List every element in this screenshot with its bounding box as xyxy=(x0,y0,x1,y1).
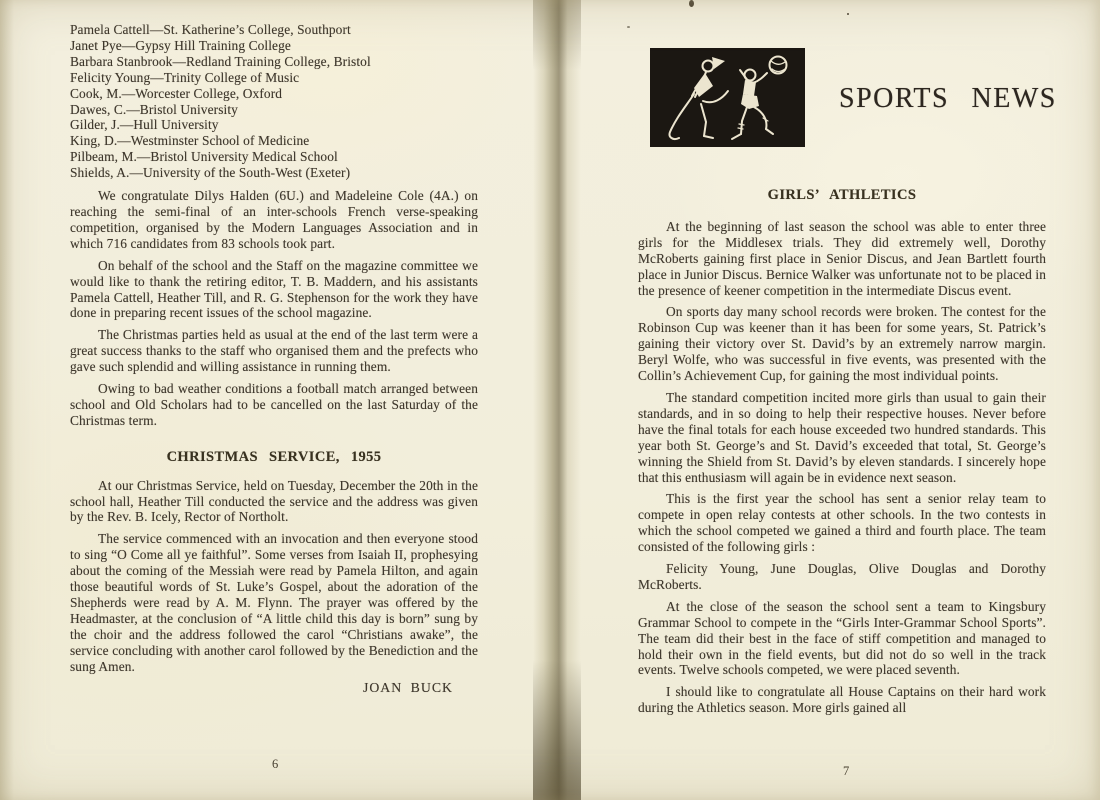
list-item: Felicity Young—Trinity College of Music xyxy=(70,69,300,85)
scan-speck xyxy=(847,13,849,15)
paragraph-team-names: Felicity Young, June Douglas, Olive Douglas and Dorothy McRoberts. xyxy=(638,561,1046,592)
list-item: Janet Pye—Gypsy Hill Training College xyxy=(70,37,291,53)
paragraph: The Christmas parties held as usual at the end of the last term were a great success thanks to the staff who organised them and the prefects who gave such splendid and willing assistance in running them. xyxy=(70,327,478,375)
paragraph: On behalf of the school and the Staff on the magazine committee we would like to thank the retiring editor, T. B. Maddern, and his assistants Pamela Cattell, Heather Till, and R. G. Stephenson for the work they have done in preparing recent issues of the school magazine. xyxy=(70,257,478,321)
paragraph: I should like to congratulate all House Captains on their hard work during the Athletics season. More girls gained all xyxy=(638,684,1046,716)
sports-illustration xyxy=(650,48,805,147)
paragraph: On sports day many school records were broken. The contest for the Robinson Cup was keener than it has been for some years, St. Patrick’s gaining their victory over St. David’s by an extremely narrow margin. Beryl Wolfe, who was successful in five events, was presented with the Collin’s Achievement Cup, for gaining the most individual points. xyxy=(638,304,1046,384)
scan-speck xyxy=(689,0,694,7)
woodcut-background xyxy=(650,48,805,147)
section-heading-girls-athletics: GIRLS’ ATHLETICS xyxy=(767,187,917,203)
page-number-right: 7 xyxy=(843,764,850,778)
paragraph: The standard competition incited more girls than usual to gain their standards, and in so doing to help their respective houses. Never before have the final totals for each house exceeded two hundred standards. This year both St. George’s and St. David’s exceeded that total, St. George’s winning the Shield from St. David’s by eleven standards. I sincerely hope that this enthusiasm will again be in evidence next season. xyxy=(638,389,1046,485)
left-page-edge-shadow xyxy=(0,0,14,800)
paragraph: At the close of the season the school sent a team to Kingsbury Grammar School to compete in the “Girls Inter-Grammar School Sports”. The team did their best in the face of stiff competition and managed to hold their own in the field events, but did not do so well in the track events. Twelve schools competed, we were placed seventh. xyxy=(638,598,1046,678)
list-item: Gilder, J.—Hull University xyxy=(70,117,219,133)
list-item: Dawes, C.—Bristol University xyxy=(70,101,238,117)
paragraph: Owing to bad weather conditions a football match arranged between school and Old Scholars had to be cancelled on the last Saturday of the Christmas term. xyxy=(70,381,478,428)
paragraph: We congratulate Dilys Halden (6U.) and Madeleine Cole (4A.) on reaching the semi-final of an inter-schools French verse-speaking competition, organised by the Modern Languages Association and in which 716 candidates from 83 schools took part. xyxy=(70,188,478,251)
scan-speck xyxy=(627,26,630,28)
list-item: Shields, A.—University of the South-West (Exeter) xyxy=(70,165,351,181)
leavers-college-list xyxy=(70,22,478,181)
list-item: Pamela Cattell—St. Katherine’s College, Southport xyxy=(70,22,351,37)
list-item: Pilbeam, M.—Bristol University Medical School xyxy=(70,149,338,165)
right-page-text-column xyxy=(638,188,1046,716)
list-item: Cook, M.—Worcester College, Oxford xyxy=(70,85,283,101)
page-gutter-shadow xyxy=(533,0,581,800)
author-signature: JOAN BUCK xyxy=(362,679,453,695)
list-item: King, D.—Westminster School of Medicine xyxy=(70,133,310,149)
paragraph: This is the first year the school has sent a senior relay team to compete in open relay contests at other schools. In the two contests in which the school competed we gained a third and fourth place. The team consisted of the following girls : xyxy=(638,491,1046,555)
paragraph: At the beginning of last season the school was able to enter three girls for the Middlesex trials. They did extremely well, Dorothy McRoberts gaining first place in Senior Discus, and Jean Bartlett fourth place in Junior Discus. Bernice Walker was unfortunate not to be placed in the presence of keener competition in the intermediate Discus event. xyxy=(638,218,1046,298)
section-heading-christmas-service: CHRISTMAS SERVICE, 1955 xyxy=(166,448,382,465)
paragraph: The service commenced with an invocation and then everyone stood to sing “O Come all ye faithful”. Some verses from Isaiah II, prophesying about the coming of the Messiah were read by Pamela Hilton, and again those beautiful words of St. Luke’s Gospel, about the adoration of the Shepherds were read by A. M. Flynn. The prayer was offered by the Headmaster, at the conclusion of “A little child this day is born” sung by the choir and the address followed the carol “Christians awake”, the service concluding with another carol followed by the Benediction and the sung Amen. xyxy=(70,531,478,674)
page-title-sports-news: SPORTS NEWS xyxy=(839,83,1057,114)
paragraph: At our Christmas Service, held on Tuesday, December the 20th in the school hall, Heather Till conducted the service and the address was given by the Rev. B. Icely, Rector of Northolt. xyxy=(70,477,478,525)
left-page-text-column xyxy=(70,22,478,695)
list-item: Barbara Stanbrook—Redland Training College, Bristol xyxy=(70,53,371,69)
page-number-left: 6 xyxy=(272,757,279,771)
